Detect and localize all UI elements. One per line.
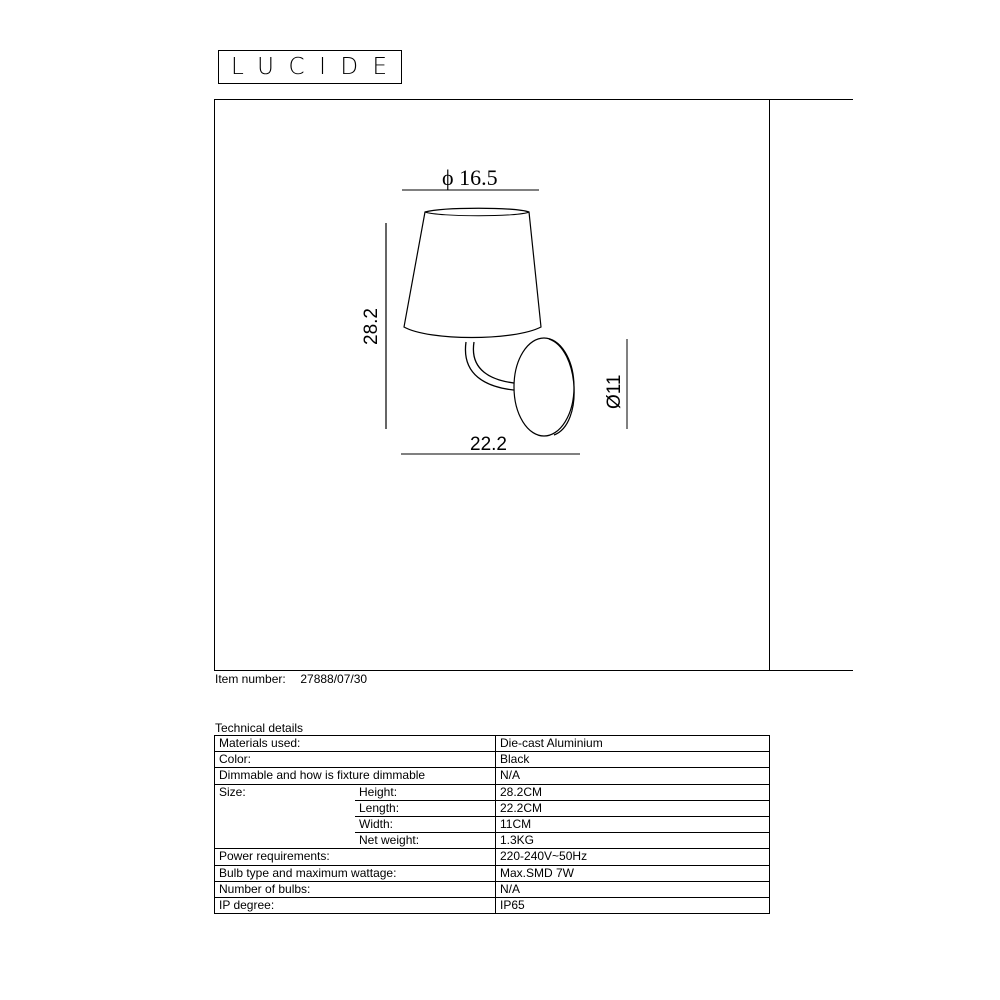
table-row: [215, 784, 770, 800]
technical-details-title: Technical details: [215, 721, 304, 735]
spec-value: N/A: [496, 768, 770, 784]
spec-value: 220-240V~50Hz: [496, 849, 770, 865]
lamp-shade: [404, 208, 541, 337]
spec-label: [215, 833, 356, 849]
table-row: [215, 881, 770, 897]
dim-height-label: 28.2: [361, 308, 382, 345]
lamp-technical-drawing: [214, 99, 770, 671]
spec-label: Dimmable and how is fixture dimmable: [215, 768, 496, 784]
spec-value: 28.2CM: [496, 784, 770, 800]
table-row: [215, 768, 770, 784]
spec-label: [215, 816, 356, 832]
spec-sublabel: Width:: [355, 816, 496, 832]
dim-diameter-label: ϕ 16.5: [442, 165, 498, 190]
spec-value: 22.2CM: [496, 800, 770, 816]
table-row: [215, 800, 770, 816]
table-row: [215, 833, 770, 849]
table-row: [215, 816, 770, 832]
lucide-logo: [218, 50, 402, 84]
spec-label: Number of bulbs:: [215, 881, 496, 897]
table-row: [215, 736, 770, 752]
item-number-label: Item number:: [215, 672, 286, 686]
technical-details-table: [214, 735, 770, 914]
spec-label: IP degree:: [215, 897, 496, 913]
dim-base-label: Ø11: [604, 374, 625, 409]
spec-label: Size:: [215, 784, 356, 800]
spec-value: N/A: [496, 881, 770, 897]
spec-value: Black: [496, 752, 770, 768]
spec-label: Power requirements:: [215, 849, 496, 865]
spec-value: Max.SMD 7W: [496, 865, 770, 881]
spec-label: Bulb type and maximum wattage:: [215, 865, 496, 881]
spec-value: 11CM: [496, 816, 770, 832]
table-row: [215, 865, 770, 881]
dim-length-label: 22.2: [470, 434, 507, 455]
table-row: [215, 897, 770, 913]
spec-label: Color:: [215, 752, 496, 768]
item-number-row: [215, 672, 367, 686]
logo-text: LUCIDE: [231, 54, 402, 80]
spec-label: Materials used:: [215, 736, 496, 752]
item-number-value: 27888/07/30: [300, 672, 368, 686]
table-row: [215, 849, 770, 865]
spec-sublabel: Height:: [355, 784, 496, 800]
spec-value: IP65: [496, 897, 770, 913]
spec-sublabel: Net weight:: [355, 833, 496, 849]
spec-label: [215, 800, 356, 816]
spec-value: Die-cast Aluminium: [496, 736, 770, 752]
table-row: [215, 752, 770, 768]
spec-value: 1.3KG: [496, 833, 770, 849]
side-panel: [769, 99, 853, 671]
spec-sublabel: Length:: [355, 800, 496, 816]
